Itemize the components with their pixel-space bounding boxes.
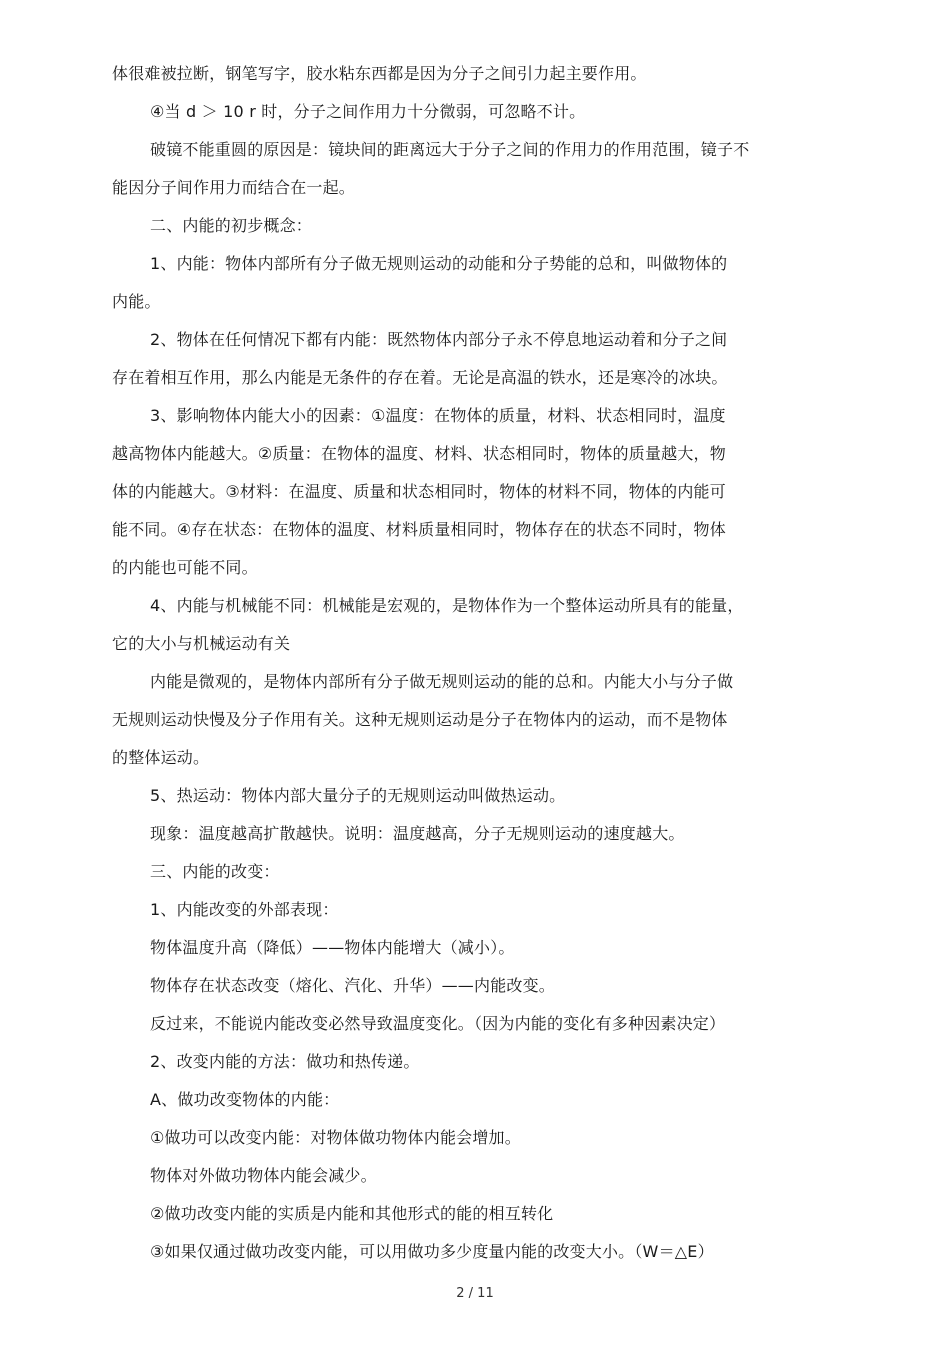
text-line: 体很难被拉断，钢笔写字，胶水粘东西都是因为分子之间引力起主要作用。: [112, 64, 647, 83]
document-body: [112, 55, 818, 1271]
text-line: 3、影响物体内能大小的因素：①温度：在物体的质量，材料、状态相同时，温度: [150, 406, 726, 425]
text-line: 内能。: [112, 292, 161, 311]
text-line: 越高物体内能越大。②质量：在物体的温度、材料、状态相同时，物体的质量越大，物: [112, 444, 726, 463]
text-line: ④当 d ＞ 10 r 时，分子之间作用力十分微弱，可忽略不计。: [150, 102, 586, 121]
text-line: 4、内能与机械能不同：机械能是宏观的，是物体作为一个整体运动所具有的能量，: [150, 596, 744, 615]
text-line: 体的内能越大。③材料：在温度、质量和状态相同时，物体的材料不同，物体的内能可: [112, 482, 726, 501]
text-line: 的内能也可能不同。: [112, 558, 258, 577]
section-heading: 三、内能的改变：: [150, 862, 280, 881]
text-line: 存在着相互作用，那么内能是无条件的存在着。无论是高温的铁水，还是寒冷的冰块。: [112, 368, 728, 387]
text-line: 的整体运动。: [112, 748, 210, 767]
text-line: 能不同。④存在状态：在物体的温度、材料质量相同时，物体存在的状态不同时，物体: [112, 520, 726, 539]
text-line: 2、物体在任何情况下都有内能：既然物体内部分子永不停息地运动着和分子之间: [150, 330, 728, 349]
text-line: ③如果仅通过做功改变内能，可以用做功多少度量内能的改变大小。（W＝△E）: [150, 1242, 714, 1261]
text-line: 破镜不能重圆的原因是：镜块间的距离远大于分子之间的作用力的作用范围，镜子不: [150, 140, 750, 159]
text-line: 无规则运动快慢及分子作用有关。这种无规则运动是分子在物体内的运动，而不是物体: [112, 710, 728, 729]
text-line: 现象：温度越高扩散越快。说明：温度越高，分子无规则运动的速度越大。: [150, 824, 685, 843]
text-line: 它的大小与机械运动有关: [112, 634, 291, 653]
text-line: 5、热运动：物体内部大量分子的无规则运动叫做热运动。: [150, 786, 566, 805]
text-line: ②做功改变内能的实质是内能和其他形式的能的相互转化: [150, 1204, 554, 1223]
text-line: 物体温度升高（降低）——物体内能增大（减小）。: [150, 938, 515, 957]
text-line: ①做功可以改变内能：对物体做功物体内能会增加。: [150, 1128, 521, 1147]
page-number: 2 / 11: [456, 1286, 494, 1301]
text-line: 物体存在状态改变（熔化、汽化、升华）——内能改变。: [150, 976, 556, 995]
text-line: 内能是微观的，是物体内部所有分子做无规则运动的能的总和。内能大小与分子做: [150, 672, 734, 691]
text-line: 能因分子间作用力而结合在一起。: [112, 178, 356, 197]
text-line: 1、内能改变的外部表现：: [150, 900, 339, 919]
text-line: A、做功改变物体的内能：: [150, 1090, 340, 1109]
text-line: 物体对外做功物体内能会减少。: [150, 1166, 377, 1185]
text-line: 2、改变内能的方法：做功和热传递。: [150, 1052, 420, 1071]
text-line: 反过来，不能说内能改变必然导致温度变化。（因为内能的变化有多种因素决定）: [150, 1014, 726, 1033]
text-line: 1、内能：物体内部所有分子做无规则运动的动能和分子势能的总和，叫做物体的: [150, 254, 728, 273]
section-heading: 二、内能的初步概念：: [150, 216, 313, 235]
